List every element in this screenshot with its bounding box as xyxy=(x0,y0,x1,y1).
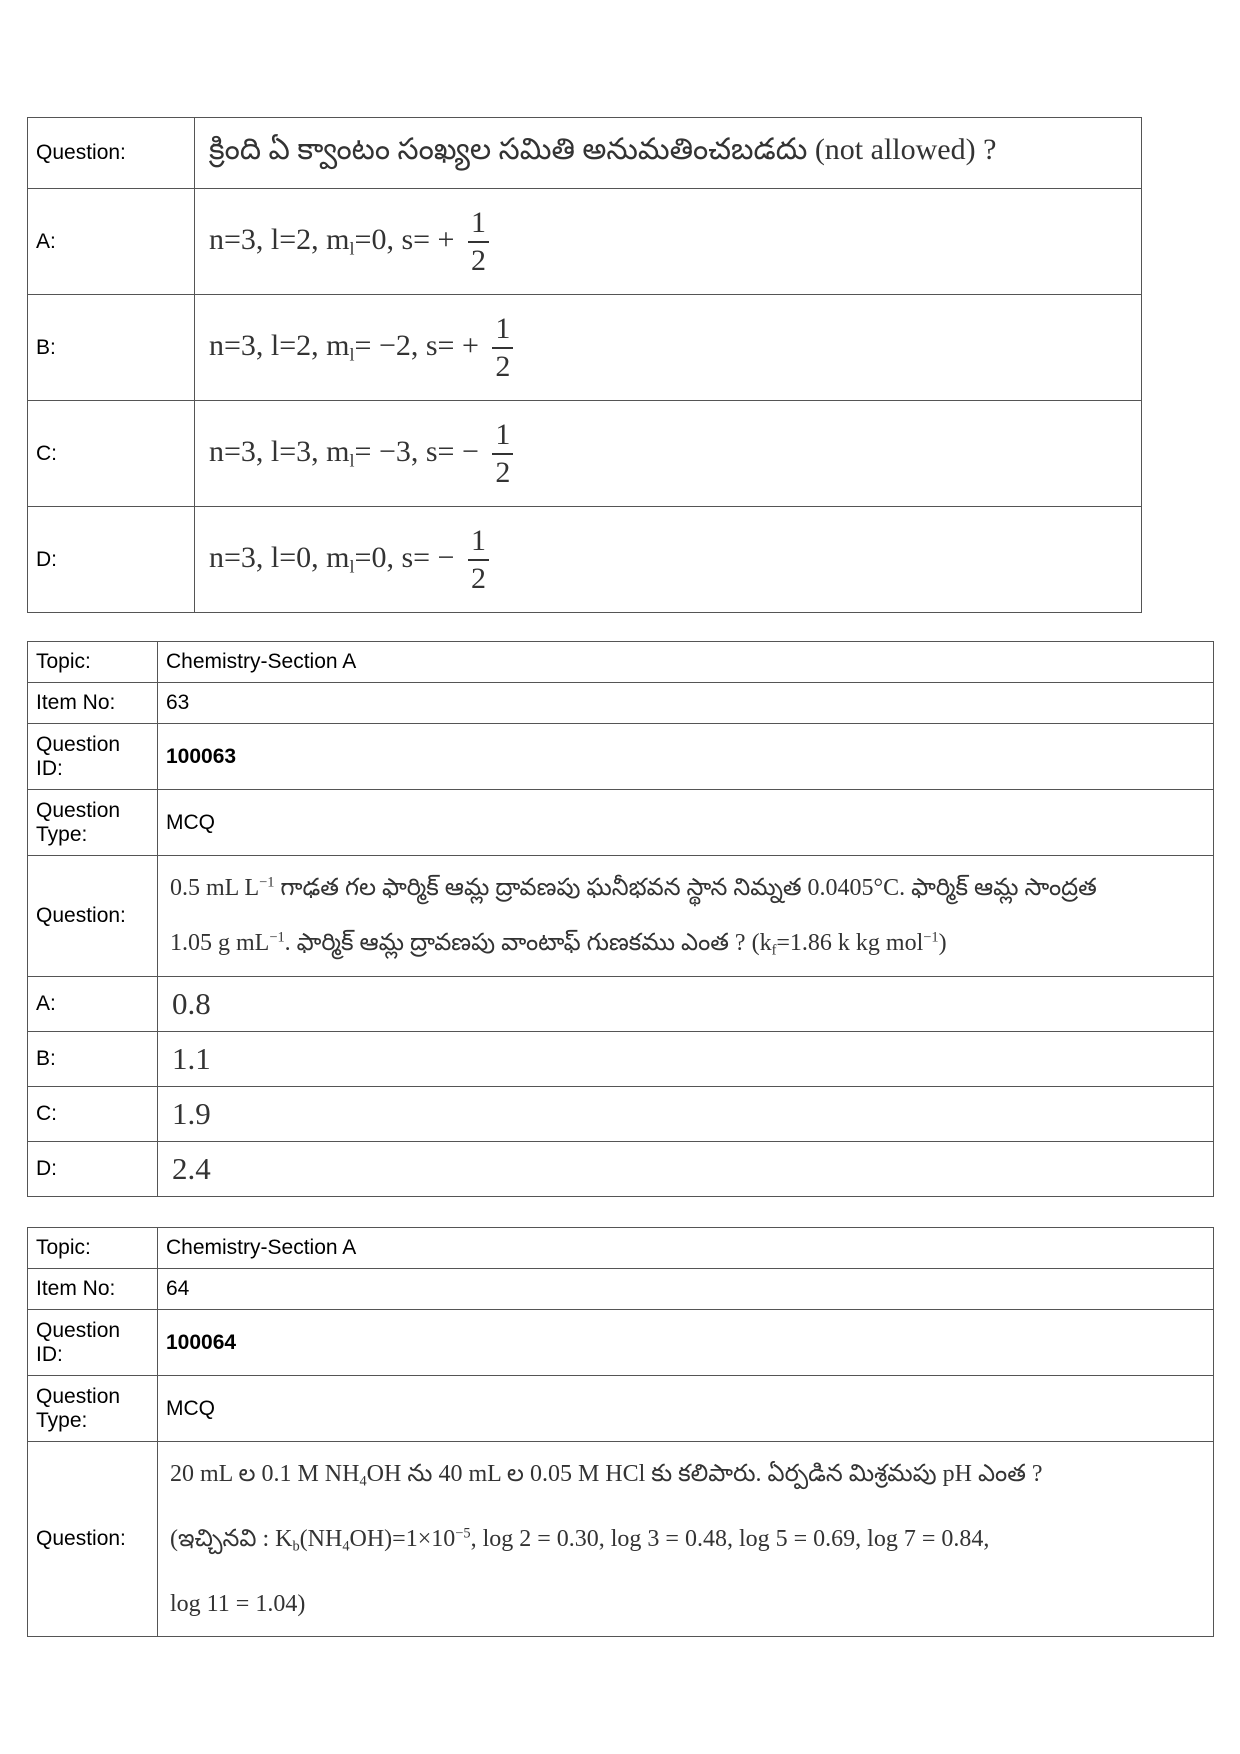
topic-value: Chemistry-Section A xyxy=(158,1228,1214,1269)
item-no-label: Item No: xyxy=(28,683,158,724)
item-no-label: Item No: xyxy=(28,1269,158,1310)
option-label: C: xyxy=(28,1087,158,1142)
question-table-1 xyxy=(27,117,1142,613)
option-d: 2.4 xyxy=(158,1142,1214,1197)
question-text: 20 mL ల 0.1 M $NH_4OH$ ను 40 mL ల 0.05 M HCl కు కలిపారు. ఏర్పడిన మిశ్రమపు pH ఎంత ? (ఇచ్చినవి : $K_b(NH_4OH)=1\times 10^{-5}$, log 2 = 0.30, log 3 = 0.48, log 5 = 0.69, log 7 = 0.84, log 11 = 1.04) xyxy=(158,1442,1214,1637)
question-type-value: MCQ xyxy=(158,1376,1214,1442)
option-label: D: xyxy=(28,1142,158,1197)
topic-value: Chemistry-Section A xyxy=(158,642,1214,683)
question-id-value: 100063 xyxy=(158,724,1214,790)
question-table-64 xyxy=(27,1227,1214,1637)
option-label: A: xyxy=(28,189,195,295)
option-c: 1.9 xyxy=(158,1087,1214,1142)
question-table-63 xyxy=(27,641,1214,1197)
item-no-value: 63 xyxy=(158,683,1214,724)
question-label: Question: xyxy=(28,856,158,977)
question-type-label: Question Type: xyxy=(28,1376,158,1442)
option-label: D: xyxy=(28,507,195,613)
question-label: Question: xyxy=(28,1442,158,1637)
option-label: B: xyxy=(28,1032,158,1087)
item-no-value: 64 xyxy=(158,1269,1214,1310)
option-a: 0.8 xyxy=(158,977,1214,1032)
question-label: Question: xyxy=(28,118,195,189)
option-label: B: xyxy=(28,295,195,401)
question-type-label: Question Type: xyxy=(28,790,158,856)
question-text: క్రింది ఏ క్వాంటం సంఖ్యల సమితి అనుమతించబడదు (not allowed) ? xyxy=(195,118,1142,189)
question-id-value: 100064 xyxy=(158,1310,1214,1376)
option-label: A: xyxy=(28,977,158,1032)
question-id-label: Question ID: xyxy=(28,1310,158,1376)
option-c: n=3, l=3, $m_l= -3$, s= − $\frac{1}{2}$ xyxy=(195,401,1142,507)
option-label: C: xyxy=(28,401,195,507)
question-text: 0.5 mL $L^{-1}$ గాఢత గల ఫార్మిక్ ఆమ్ల ద్రావణపు ఘనీభవన స్థాన నిమ్నత 0.0405°C. ఫార్మిక్ ఆమ్ల సాంద్రత 1.05 g $mL^{-1}$. ఫార్మిక్ ఆమ్ల ద్రావణపు వాంటాఫ్ గుణకము ఎంత ? ($k_f=1.86$ k kg mol$^{-1}$) xyxy=(158,856,1214,977)
question-type-value: MCQ xyxy=(158,790,1214,856)
option-a: n=3, l=2, $m_l=0$, s= + $\frac{1}{2}$ xyxy=(195,189,1142,295)
option-b: 1.1 xyxy=(158,1032,1214,1087)
topic-label: Topic: xyxy=(28,1228,158,1269)
topic-label: Topic: xyxy=(28,642,158,683)
option-b: n=3, l=2, $m_l= -2$, s= + $\frac{1}{2}$ xyxy=(195,295,1142,401)
question-id-label: Question ID: xyxy=(28,724,158,790)
option-d: n=3, l=0, $m_l=0$, s= − $\frac{1}{2}$ xyxy=(195,507,1142,613)
